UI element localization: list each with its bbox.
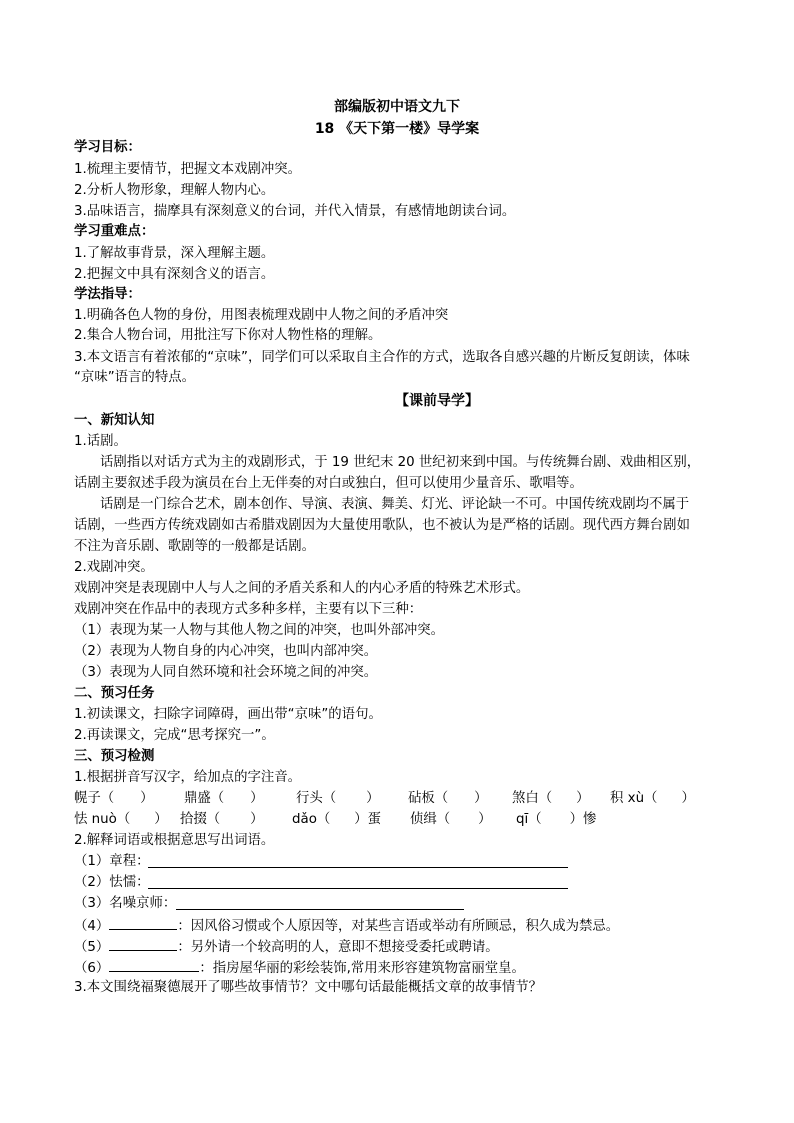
preview-task: 2.再读课文，完成“思考探究一”。 — [74, 728, 275, 743]
vocab-item: （1）章程： — [74, 854, 150, 869]
vocab-define-item: （5） ：另外请一个较高明的人，意即不想接受委托或聘请。 — [74, 936, 499, 958]
question-1: 1.根据拼音写汉字，给加点的字注音。 — [74, 770, 302, 785]
pinyin-item: 煞白（ ） — [512, 791, 590, 806]
section1-sub2: 2.戏剧冲突。 — [74, 560, 154, 575]
pinyin-item: 积 xù（ ） — [610, 791, 695, 806]
paragraph-line: 话剧是一门综合艺术，剧本创作、导演、表演、舞美、灯光、评论缺一不可。中国传统戏剧均不属于 — [100, 497, 690, 512]
method-item: 2.集合人物台词，用批注写下你对人物性格的理解。 — [74, 328, 382, 343]
pinyin-item: qī（ ）惨 — [516, 812, 597, 827]
document-title: 部编版初中语文九下 — [334, 99, 460, 115]
paragraph-line: 话剧指以对话方式为主的戏剧形式，于 19 世纪末 20 世纪初来到中国。与传统舞台剧、戏曲相区别， — [100, 455, 701, 470]
answer-line[interactable] — [148, 867, 568, 868]
pinyin-item: 怯 nuò（ ） — [74, 812, 168, 827]
pinyin-item: 幌子（ ） — [74, 791, 154, 806]
objective-item: 2.分析人物形象，理解人物内心。 — [74, 183, 275, 198]
vocab-item: （3）名噪京师： — [74, 896, 177, 911]
section1-sub1: 1.话剧。 — [74, 434, 127, 449]
key-points-heading: 学习重难点： — [74, 224, 155, 239]
pinyin-item: 侦缉（ ） — [410, 812, 492, 827]
objectives-heading: 学习目标： — [74, 140, 141, 155]
conflict-type: （2）表现为人物自身的内心冲突，也叫内部冲突。 — [74, 644, 378, 659]
section2-heading: 二、预习任务 — [74, 686, 155, 701]
method-item: 1.明确各色人物的身份，用图表梳理戏剧中人物之间的矛盾冲突 — [74, 308, 449, 323]
pinyin-item: dǎo（ ）蛋 — [292, 812, 382, 827]
answer-blank[interactable] — [109, 936, 177, 951]
method-item: 3.本文语言有着浓郁的“京味”，同学们可以采取自主合作的方式，选取各自感兴趣的片断反复朗读，体味 — [74, 350, 690, 365]
pinyin-item: 行头（ ） — [296, 791, 380, 806]
paragraph-line: 话剧主要叙述手段为演员在台上无伴奏的对白或独白，但可以使用少量音乐、歌唱等。 — [74, 476, 583, 491]
section1-heading: 一、新知认知 — [74, 413, 155, 428]
answer-blank[interactable] — [109, 957, 199, 972]
answer-blank[interactable] — [109, 915, 177, 930]
methods-heading: 学法指导： — [74, 287, 141, 302]
objective-item: 1.梳理主要情节，把握文本戏剧冲突。 — [74, 162, 302, 177]
method-item: “京味”语言的特点。 — [74, 370, 195, 385]
conflict-type: （3）表现为人同自然环境和社会环境之间的冲突。 — [74, 665, 378, 680]
document-subtitle: 18 《天下第一楼》导学案 — [314, 121, 480, 137]
conflict-type: （1）表现为某一人物与其他人物之间的冲突，也叫外部冲突。 — [74, 623, 445, 638]
pinyin-item: 拾掇（ ） — [180, 812, 264, 827]
vocab-item: （2）怯懦： — [74, 875, 150, 890]
question-3: 3.本文围绕福聚德展开了哪些故事情节？文中哪句话最能概括文章的故事情节？ — [74, 980, 543, 995]
objective-item: 3.品味语言，揣摩具有深刻意义的台词，并代入情景，有感情地朗读台词。 — [74, 204, 516, 219]
vocab-define-item: （6） ：指房屋华丽的彩绘装饰,常用来形容建筑物富丽堂皇。 — [74, 957, 525, 979]
conflict-definition: 戏剧冲突是表现剧中人与人之间的矛盾关系和人的内心矛盾的特殊艺术形式。 — [74, 581, 530, 596]
pinyin-item: 鼎盛（ ） — [184, 791, 264, 806]
vocab-define-item: （4） ：因风俗习惯或个人原因等，对某些言语或举动有所顾忌，积久成为禁忌。 — [74, 915, 619, 937]
preview-task: 1.初读课文，扫除字词障碍，画出带“京味”的语句。 — [74, 707, 382, 722]
section3-heading: 三、预习检测 — [74, 749, 155, 764]
answer-line[interactable] — [148, 888, 568, 889]
key-point-item: 2.把握文中具有深刻含义的语言。 — [74, 267, 275, 282]
answer-line[interactable] — [176, 909, 464, 910]
question-2: 2.解释词语或根据意思写出词语。 — [74, 833, 275, 848]
paragraph-line: 不注为音乐剧、歌剧等的一般都是话剧。 — [74, 539, 316, 554]
conflict-intro: 戏剧冲突在作品中的表现方式多种多样，主要有以下三种： — [74, 602, 423, 617]
preclass-heading: 【课前导学】 — [395, 393, 479, 409]
key-point-item: 1.了解故事背景，深入理解主题。 — [74, 246, 275, 261]
pinyin-item: 砧板（ ） — [408, 791, 488, 806]
paragraph-line: 话剧，一些西方传统戏剧如古希腊戏剧因为大量使用歌队，也不被认为是严格的话剧。现代西方舞台剧如 — [74, 518, 690, 533]
